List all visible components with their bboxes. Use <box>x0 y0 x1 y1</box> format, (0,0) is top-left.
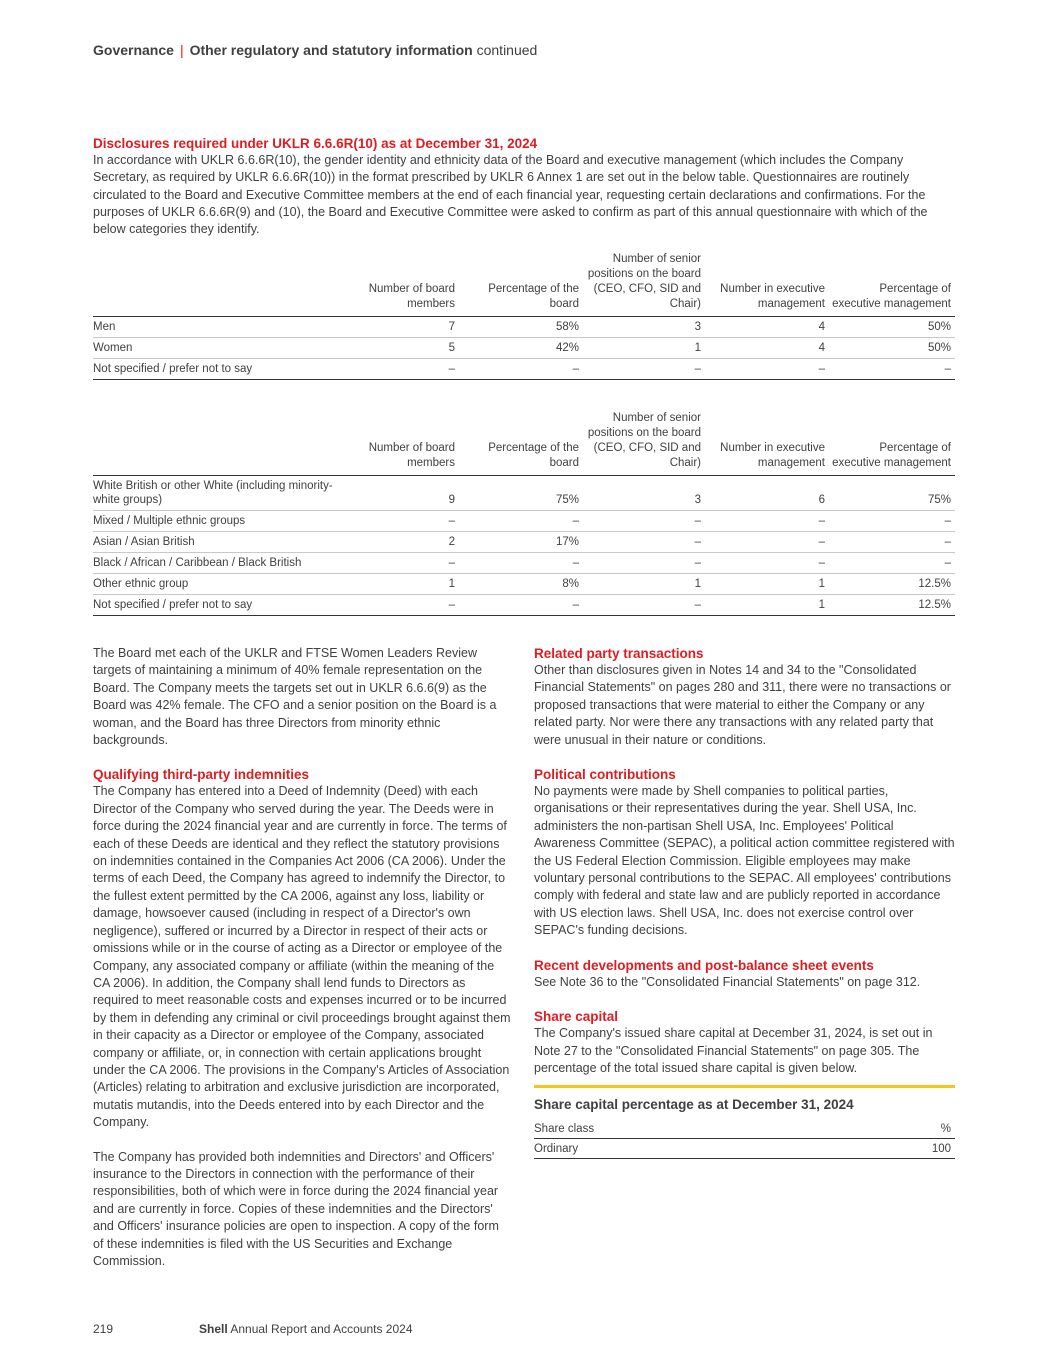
footer-brand: Shell <box>199 1322 228 1336</box>
right-column <box>534 645 955 1159</box>
related-party-heading: Related party transactions <box>534 646 704 661</box>
table-cell: 3 <box>583 317 705 338</box>
table-cell: 5 <box>353 338 459 359</box>
table-cell: 9 <box>353 476 459 511</box>
table-cell: – <box>583 595 705 616</box>
table-cell: 2 <box>353 532 459 553</box>
table-cell: 4 <box>705 317 829 338</box>
disclosures-intro <box>93 135 955 238</box>
table-cell: 1 <box>583 574 705 595</box>
table-header-cell: Number of board members <box>353 252 459 317</box>
table-cell: 8% <box>459 574 583 595</box>
table-cell: – <box>705 532 829 553</box>
share-class-cell: Ordinary <box>534 1139 843 1159</box>
row-label: Mixed / Multiple ethnic groups <box>93 511 353 532</box>
table-cell: – <box>459 511 583 532</box>
table-row <box>93 511 955 532</box>
table-row <box>93 476 955 511</box>
table-cell: 1 <box>705 574 829 595</box>
table-row <box>93 317 955 338</box>
percent-header: % <box>843 1120 955 1139</box>
table-cell: 3 <box>583 476 705 511</box>
row-label: Women <box>93 338 353 359</box>
table-cell: – <box>353 511 459 532</box>
table-cell: – <box>829 553 955 574</box>
recent-developments-paragraph: See Note 36 to the "Consolidated Financial Statements" on page 312. <box>534 974 921 989</box>
row-label: Men <box>93 317 353 338</box>
header-section: Governance <box>93 42 174 58</box>
table-header-label <box>93 252 353 317</box>
share-capital-box <box>534 1085 955 1159</box>
table-cell: – <box>583 359 705 380</box>
table-cell: – <box>583 511 705 532</box>
row-label: Not specified / prefer not to say <box>93 359 353 380</box>
table-cell: 75% <box>829 476 955 511</box>
ethnicity-table-header <box>93 411 955 476</box>
table-cell: 4 <box>705 338 829 359</box>
share-capital-table-header <box>534 1120 955 1139</box>
table-cell: 12.5% <box>829 595 955 616</box>
row-label: Other ethnic group <box>93 574 353 595</box>
recent-developments-heading: Recent developments and post-balance sheet events <box>534 957 874 973</box>
table-cell: – <box>459 359 583 380</box>
table-cell: – <box>459 595 583 616</box>
page-number: 219 <box>93 1322 114 1336</box>
table-row <box>93 359 955 380</box>
table-cell: 50% <box>829 317 955 338</box>
share-capital-paragraph: The Company's issued share capital at December 31, 2024, is set out in Note 27 to the "Consolidated Financial Statements" on page 305. The percentage of the total issued share capital is given below. <box>534 1026 933 1075</box>
table-cell: – <box>705 553 829 574</box>
board-targets-paragraph: The Board met each of the UKLR and FTSE Women Leaders Review targets of maintaining a minimum of 40% female representation on the Board. The Company meets the targets set out in UKLR 6.6.6(9) as the Board was 42% female. The CFO and a senior position on the Board is a woman, and the Board has three Directors from minority ethnic backgrounds. <box>93 646 497 748</box>
table-cell: 75% <box>459 476 583 511</box>
share-capital-table <box>534 1120 955 1159</box>
table-header-cell: Percentage of the board <box>459 252 583 317</box>
row-label: White British or other White (including minority-white groups) <box>93 476 353 511</box>
table-cell: 1 <box>583 338 705 359</box>
political-paragraph: No payments were made by Shell companies to political parties, organisations or their representatives during the year. Shell USA, Inc. administers the non-partisan Shell USA, Inc. Employees' Political Awareness Committee (SEPAC), a political action committee registered with the US Federal Election Commission. Eligible employees may make voluntary personal contributions to the SEPAC. All employees' contributions comply with federal and state law and are publicly reported in accordance with US election laws. Shell USA, Inc. does not exercise control over SEPAC's funding decisions. <box>534 784 955 938</box>
related-party-paragraph: Other than disclosures given in Notes 14 and 34 to the "Consolidated Financial Statements" on pages 280 and 311, there were no transactions or proposed transactions that were material to either the Company or any related party. Nor were there any transactions with any related party that were unusual in their nature or conditions. <box>534 663 951 747</box>
page-footer <box>93 1322 413 1336</box>
share-class-header: Share class <box>534 1120 843 1139</box>
table-cell: – <box>829 359 955 380</box>
table-cell: – <box>459 553 583 574</box>
share-capital-heading: Share capital <box>534 1009 619 1025</box>
table-row <box>93 553 955 574</box>
table-row <box>93 595 955 616</box>
indemnities-heading: Qualifying third-party indemnities <box>93 767 310 783</box>
table-row <box>534 1139 955 1159</box>
table-cell: – <box>583 553 705 574</box>
percent-cell: 100 <box>843 1139 955 1159</box>
table-row <box>93 532 955 553</box>
table-cell: 58% <box>459 317 583 338</box>
row-label: Asian / Asian British <box>93 532 353 553</box>
table-header-cell: Number in executive management <box>705 411 829 476</box>
header-suffix: continued <box>476 42 538 58</box>
table-header-cell: Number of senior positions on the board (CEO, CFO, SID and Chair) <box>583 411 705 476</box>
table-cell: 12.5% <box>829 574 955 595</box>
table-header-cell: Number of senior positions on the board (CEO, CFO, SID and Chair) <box>583 252 705 317</box>
header-separator: | <box>179 42 184 58</box>
table-cell: – <box>353 359 459 380</box>
indemnities-paragraph-2: The Company has provided both indemnities and Directors' and Officers' insurance to the Directors in connection with the performance of their responsibilities, both of which were in force during the 2024 financial year and are currently in force. Copies of these indemnities and the Directors' and Officers' insurance policies are open to inspection. A copy of the form of these indemnities is filed with the US Securities and Exchange Commission. <box>93 1149 499 1268</box>
table-header-cell: Percentage of executive management <box>829 411 955 476</box>
table-cell: – <box>353 595 459 616</box>
table-cell: 1 <box>353 574 459 595</box>
indemnities-paragraph-1: The Company has entered into a Deed of Indemnity (Deed) with each Director of the Company who served during the year. The Deeds were in force during the 2024 financial year and are currently in force. The terms of each of these Deeds are identical and they reflect the statutory provisions on indemnities contained in the Companies Act 2006 (CA 2006). Under the terms of each Deed, the Company has agreed to indemnify the Director, to the fullest extent permitted by the CA 2006, against any loss, liability or damage, howsoever caused (including in respect of a Director's own negligence), suffered or incurred by a Director in respect of their acts or omissions while or in the course of acting as a Director or employee of the Company, any associated company or affiliate (within the meaning of the CA 2006). In addition, the Company shall lend funds to Directors as required to meet reasonable costs and expenses incurred or to be incurred by them in defending any criminal or civil proceedings brought against them in their capacity as a Director or employee of the Company, associated company or affiliate, or, in connection with certain applications brought under the CA 2006. The provisions in the Company's Articles of Association (Articles) relating to arbitration and exclusive jurisdiction are incorporated, mutatis mutandis, into the Deeds entered into by each Director and the Company. <box>93 784 511 1130</box>
row-label: Black / African / Caribbean / Black British <box>93 553 353 574</box>
table-cell: 6 <box>705 476 829 511</box>
table-row <box>93 574 955 595</box>
table-cell: – <box>705 511 829 532</box>
table-header-cell: Number of board members <box>353 411 459 476</box>
left-column <box>93 645 511 1270</box>
table-header-cell: Percentage of the board <box>459 411 583 476</box>
table-header-cell: Number in executive management <box>705 252 829 317</box>
political-heading: Political contributions <box>534 767 676 783</box>
table-header-label <box>93 411 353 476</box>
gender-table <box>93 252 955 380</box>
table-cell: 1 <box>705 595 829 616</box>
table-cell: 50% <box>829 338 955 359</box>
header-title: Other regulatory and statutory information <box>189 42 473 58</box>
table-cell: 17% <box>459 532 583 553</box>
table-cell: – <box>353 553 459 574</box>
table-cell: – <box>829 532 955 553</box>
disclosures-body: In accordance with UKLR 6.6.6R(10), the gender identity and ethnicity data of the Board and executive management (which includes the Company Secretary, as required by UKLR 6.6.6R(10)) in the format prescribed by UKLR 6 Annex 1 are set out in the below table. Questionnaires are routinely circulated to the Board and Executive Committee members at the end of each financial year, requesting certain declarations and confirmations. For the purposes of UKLR 6.6.6R(9) and (10), the Board and Executive Committee were asked to confirm as part of this annual questionnaire with which of the below categories they identify. <box>93 153 928 237</box>
table-cell: 42% <box>459 338 583 359</box>
table-cell: 7 <box>353 317 459 338</box>
table-row <box>93 338 955 359</box>
ethnicity-table <box>93 411 955 616</box>
table-cell: – <box>829 511 955 532</box>
row-label: Not specified / prefer not to say <box>93 595 353 616</box>
table-cell: – <box>583 532 705 553</box>
table-header-cell: Percentage of executive management <box>829 252 955 317</box>
running-header <box>93 42 537 58</box>
table-cell: – <box>705 359 829 380</box>
disclosures-heading: Disclosures required under UKLR 6.6.6R(10) as at December 31, 2024 <box>93 136 538 151</box>
footer-publication: Annual Report and Accounts 2024 <box>230 1322 413 1336</box>
share-capital-table-title: Share capital percentage as at December 31, 2024 <box>534 1097 854 1113</box>
gender-table-header <box>93 252 955 317</box>
